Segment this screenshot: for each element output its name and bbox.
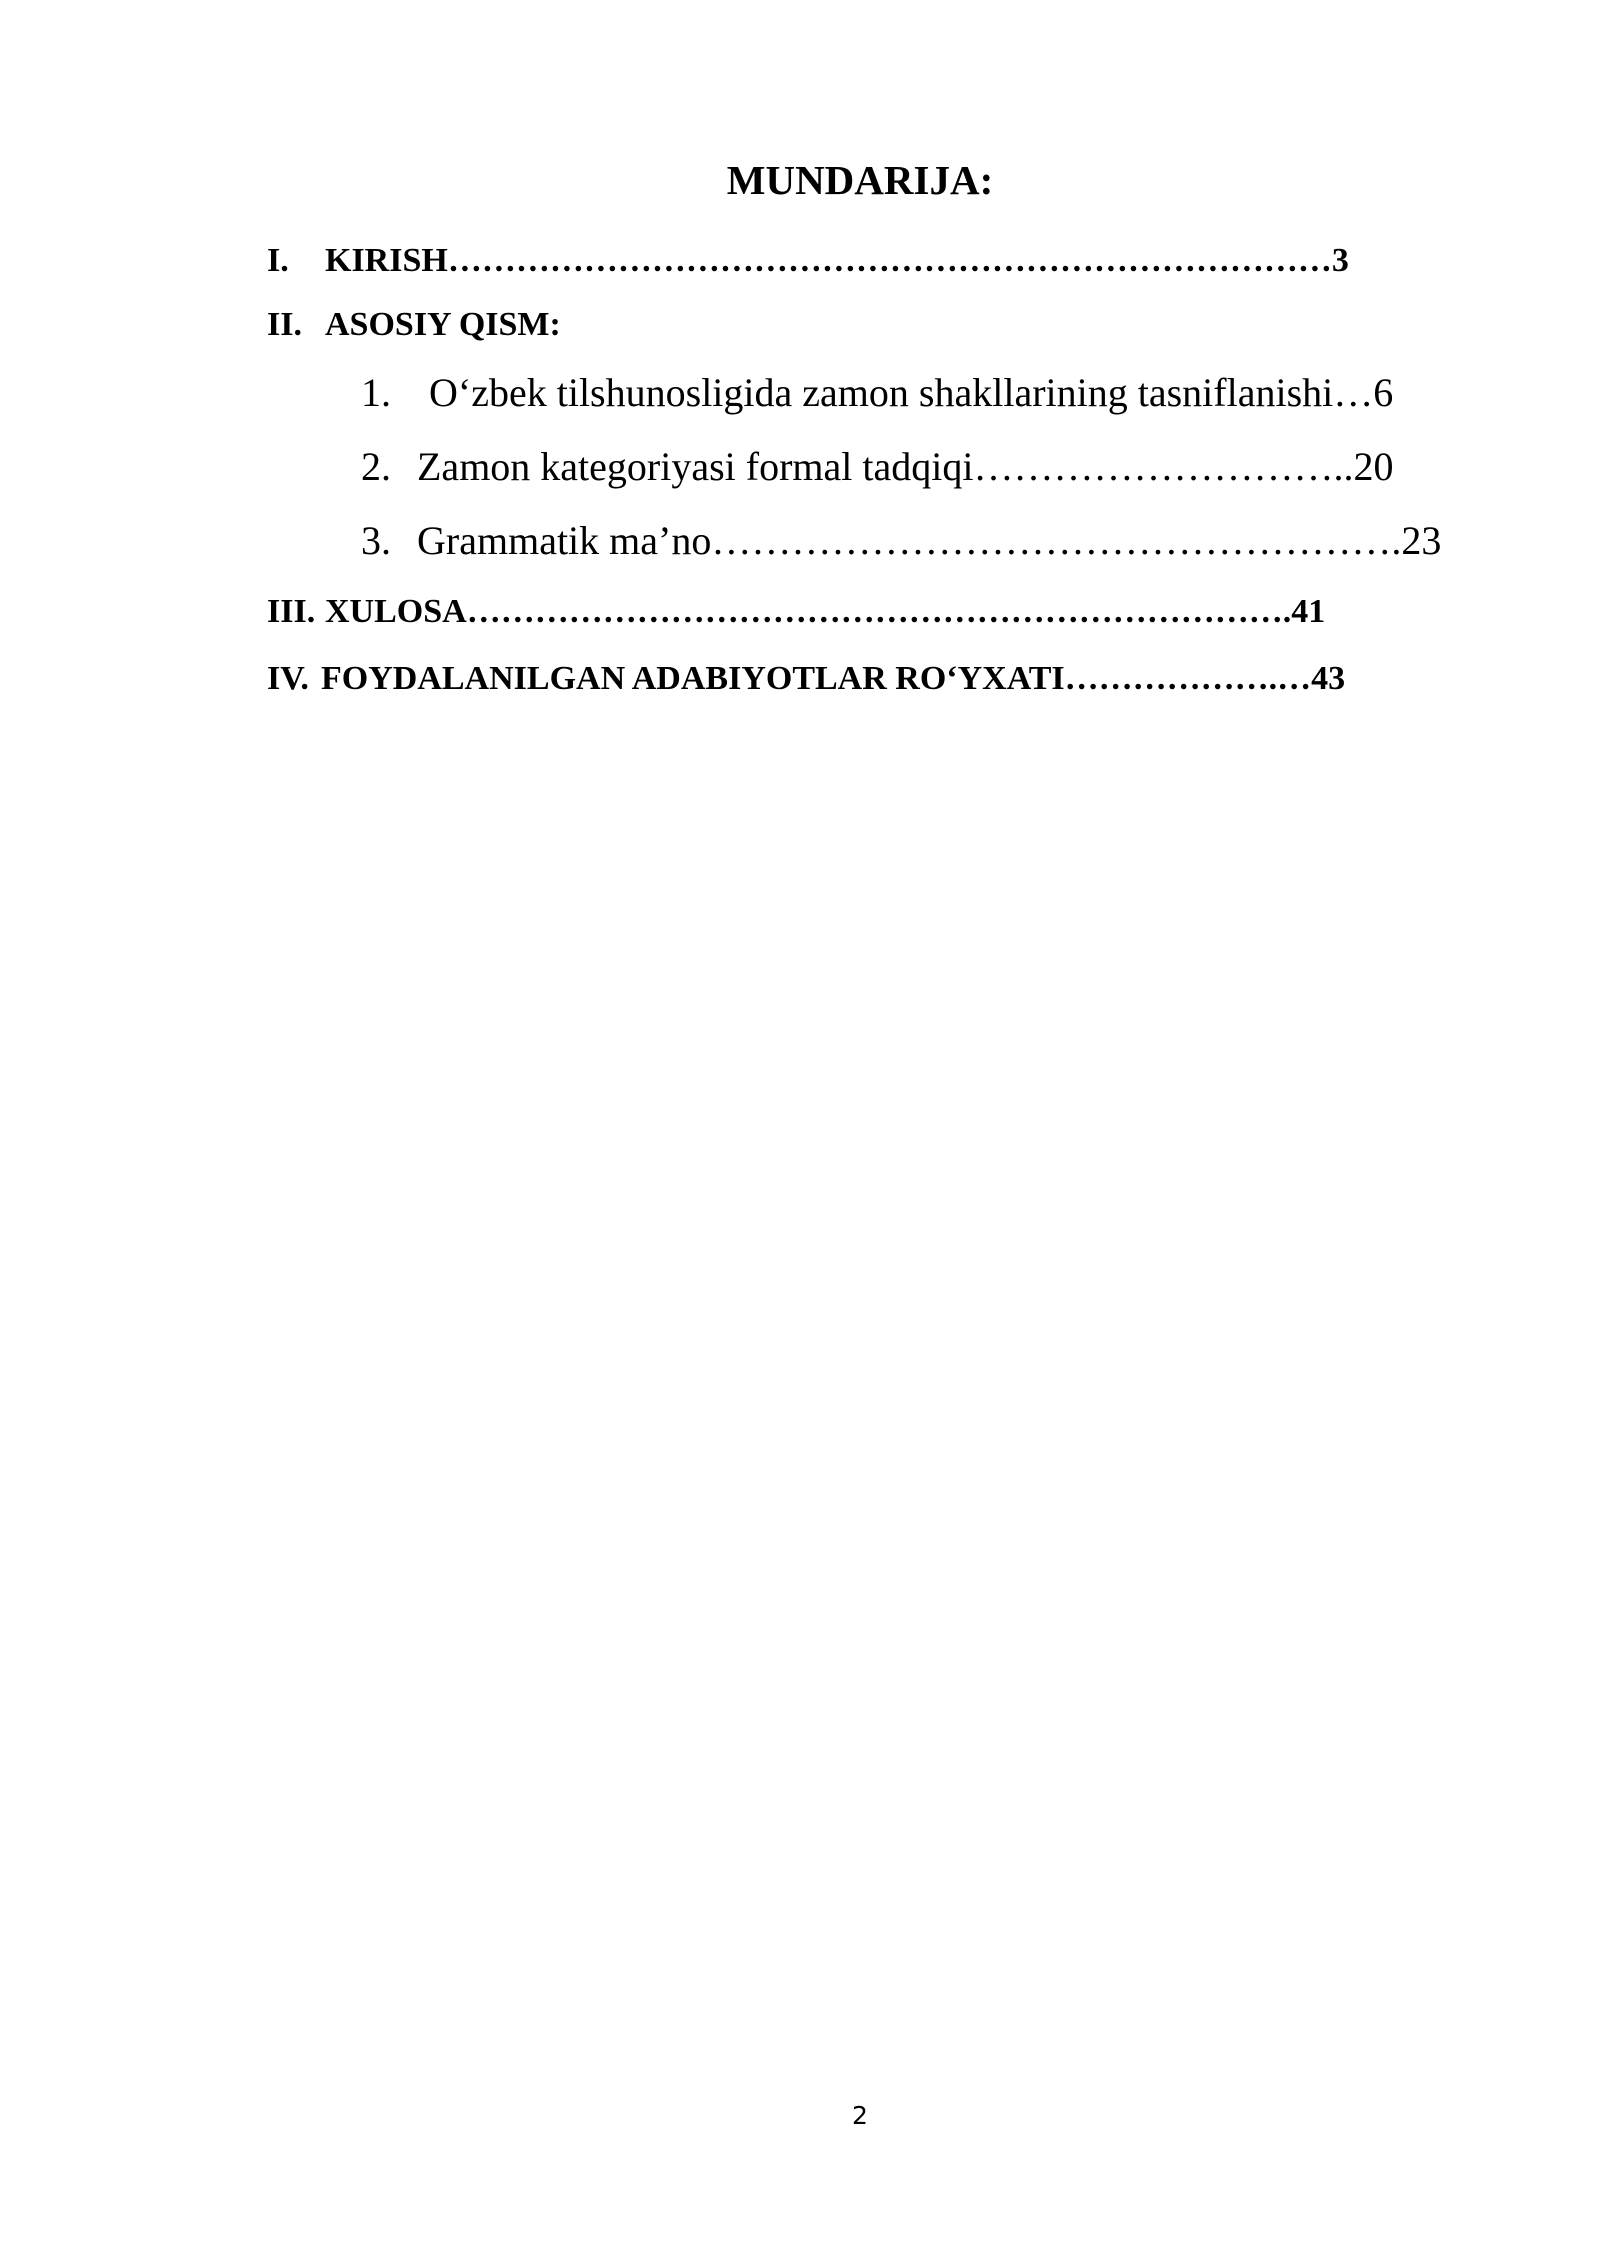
- toc-subentry-3[interactable]: [361, 514, 1441, 568]
- toc-entry-number: 1.: [361, 370, 391, 415]
- toc-entry-xulosa[interactable]: [267, 589, 1325, 635]
- toc-subentry-2[interactable]: [361, 440, 1394, 494]
- toc-entry-title: Zamon kategoriyasi formal tadqiqi: [417, 444, 974, 489]
- toc-entry-title: KIRISH: [325, 242, 448, 279]
- toc-leader-dots: …: [1333, 370, 1374, 415]
- toc-leader-dots: ……………….…: [1064, 660, 1312, 697]
- toc-page-number: 23: [1401, 518, 1442, 563]
- toc-entry-title: ASOSIY QISM:: [325, 306, 561, 343]
- toc-entry-asosiy-qism[interactable]: [267, 302, 561, 348]
- toc-leader-dots: ………………………..: [973, 444, 1354, 489]
- toc-subentry-1[interactable]: [361, 366, 1393, 420]
- page-number: 2: [852, 2101, 868, 2130]
- page-title: MUNDARIJA:: [726, 157, 994, 203]
- toc-entry-adabiyotlar[interactable]: [267, 656, 1345, 702]
- toc-leader-dots: …………………………………………….: [711, 518, 1402, 563]
- toc-leader-dots: ……………………………………………………………….: [466, 593, 1292, 630]
- toc-entry-kirish[interactable]: [267, 238, 1349, 284]
- toc-entry-number: II.: [267, 306, 302, 343]
- toc-entry-title: FOYDALANILGAN ADABIYOTLAR RO‘YXATI: [321, 660, 1065, 697]
- toc-page-number: 20: [1353, 444, 1394, 489]
- toc-entry-title: O‘zbek tilshunosligida zamon shakllarining tasniflanishi: [429, 370, 1334, 415]
- toc-leader-dots: ……………………………………………………………………: [447, 242, 1332, 279]
- toc-entry-number: IV.: [267, 660, 309, 697]
- toc-entry-title: Grammatik ma’no: [417, 518, 712, 563]
- toc-page-number: 3: [1331, 242, 1349, 279]
- toc-entry-number: 3.: [361, 518, 391, 563]
- toc-page-number: 43: [1311, 660, 1346, 697]
- toc-page-number: 6: [1373, 370, 1394, 415]
- toc-entry-number: III.: [267, 593, 316, 630]
- toc-entry-title: XULOSA: [325, 593, 467, 630]
- toc-entry-number: 2.: [361, 444, 391, 489]
- toc-entry-number: I.: [267, 242, 289, 279]
- toc-page-number: 41: [1291, 593, 1326, 630]
